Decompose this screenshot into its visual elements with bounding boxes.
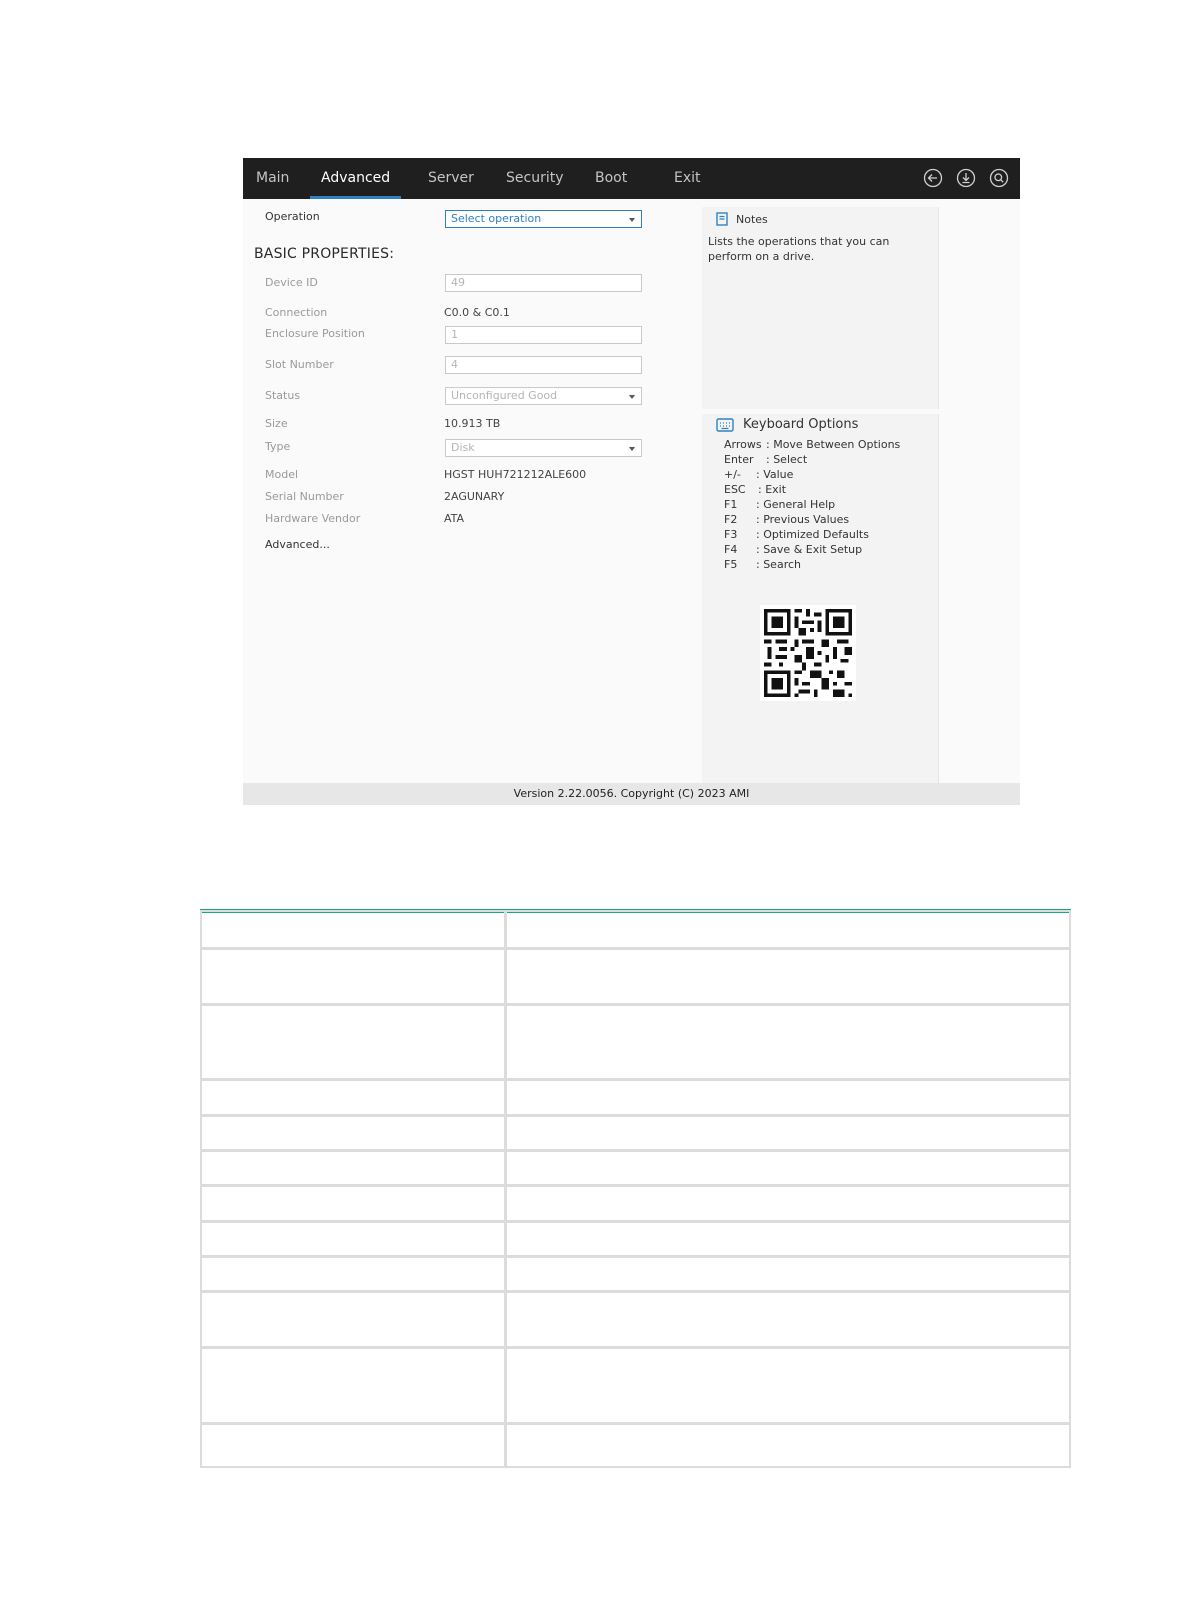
version-footer: Version 2.22.0056. Copyright (C) 2023 AMI bbox=[243, 783, 1020, 805]
notes-panel bbox=[702, 207, 939, 409]
keyboard-option-key: +/- bbox=[724, 468, 741, 481]
tab-advanced-label: Advanced bbox=[321, 170, 391, 186]
table-row bbox=[202, 1081, 1069, 1117]
top-nav-bar bbox=[243, 158, 1020, 199]
operation-select-value: Select operation bbox=[451, 212, 542, 225]
keyboard-option-key: F1 bbox=[724, 498, 738, 511]
enclosure-position-label: Enclosure Position bbox=[265, 327, 365, 340]
type-label: Type bbox=[265, 440, 291, 453]
search-icon[interactable] bbox=[989, 168, 1009, 188]
status-label: Status bbox=[265, 389, 301, 402]
keyboard-option-desc: : General Help bbox=[756, 498, 836, 511]
device-id-field: 49 bbox=[445, 274, 642, 292]
table-row bbox=[202, 914, 1069, 950]
notes-icon bbox=[716, 212, 728, 226]
table-row bbox=[202, 950, 1069, 1006]
type-select-value: Disk bbox=[451, 441, 475, 454]
connection-label: Connection bbox=[265, 306, 328, 319]
type-select bbox=[445, 439, 642, 457]
tab-server[interactable]: Server bbox=[428, 170, 474, 186]
qr-code-icon bbox=[760, 605, 856, 701]
enclosure-position-field: 1 bbox=[445, 326, 642, 344]
serial-number-label: Serial Number bbox=[265, 490, 344, 503]
tab-boot[interactable]: Boot bbox=[595, 170, 628, 186]
table-row bbox=[202, 1223, 1069, 1258]
model-label: Model bbox=[265, 468, 299, 481]
operation-select[interactable] bbox=[445, 210, 642, 228]
table-row bbox=[202, 1293, 1069, 1349]
hardware-vendor-label: Hardware Vendor bbox=[265, 512, 361, 525]
keyboard-option-desc: : Optimized Defaults bbox=[756, 528, 869, 541]
slot-number-field: 4 bbox=[445, 356, 642, 374]
basic-properties-title: BASIC PROPERTIES: bbox=[254, 246, 395, 262]
table-row bbox=[202, 1349, 1069, 1425]
table-row bbox=[202, 1187, 1069, 1223]
back-arrow-icon[interactable] bbox=[923, 168, 943, 188]
keyboard-option-desc: : Save & Exit Setup bbox=[756, 543, 863, 556]
keyboard-option-key: F4 bbox=[724, 543, 738, 556]
keyboard-option-key: Arrows bbox=[724, 438, 762, 451]
size-label: Size bbox=[265, 417, 288, 430]
model-value: HGST HUH721212ALE600 bbox=[444, 468, 587, 481]
main-content bbox=[243, 199, 1020, 797]
download-icon[interactable] bbox=[956, 168, 976, 188]
status-select-value: Unconfigured Good bbox=[451, 389, 558, 402]
connection-value: C0.0 & C0.1 bbox=[444, 306, 510, 319]
slot-number-label: Slot Number bbox=[265, 358, 334, 371]
size-value: 10.913 TB bbox=[444, 417, 501, 430]
keyboard-option-key: Enter bbox=[724, 453, 754, 466]
keyboard-option-desc: : Move Between Options bbox=[766, 438, 901, 451]
tab-main[interactable]: Main bbox=[256, 170, 290, 186]
advanced-link[interactable]: Advanced... bbox=[265, 538, 330, 551]
keyboard-option-key: F5 bbox=[724, 558, 738, 571]
keyboard-icon bbox=[716, 418, 734, 432]
chevron-down-icon bbox=[629, 218, 635, 222]
keyboard-option-desc: : Exit bbox=[758, 483, 787, 496]
chevron-down-icon bbox=[629, 447, 635, 451]
keyboard-option-key: F3 bbox=[724, 528, 738, 541]
device-id-label: Device ID bbox=[265, 276, 318, 289]
keyboard-options-panel bbox=[702, 414, 939, 787]
notes-title: Notes bbox=[736, 213, 768, 226]
notes-text: Lists the operations that you can perform on a drive. bbox=[708, 235, 890, 263]
chevron-down-icon bbox=[629, 395, 635, 399]
tab-advanced[interactable] bbox=[310, 158, 401, 199]
operation-label: Operation bbox=[265, 210, 320, 223]
status-select bbox=[445, 387, 642, 405]
keyboard-option-key: ESC bbox=[724, 483, 746, 496]
table-row bbox=[202, 1006, 1069, 1081]
tab-security[interactable]: Security bbox=[506, 170, 564, 186]
keyboard-option-key: F2 bbox=[724, 513, 738, 526]
table-row bbox=[202, 1117, 1069, 1152]
keyboard-option-desc: : Previous Values bbox=[756, 513, 850, 526]
parameter-table bbox=[200, 910, 1071, 1468]
table-row bbox=[202, 1152, 1069, 1187]
keyboard-option-desc: : Search bbox=[756, 558, 801, 571]
serial-number-value: 2AGUNARY bbox=[444, 490, 505, 503]
hardware-vendor-value: ATA bbox=[444, 512, 465, 525]
keyboard-option-desc: : Value bbox=[756, 468, 794, 481]
keyboard-options-title: Keyboard Options bbox=[743, 417, 859, 432]
table-row bbox=[202, 1258, 1069, 1293]
bios-setup-window bbox=[243, 158, 1020, 805]
keyboard-option-desc: : Select bbox=[766, 453, 808, 466]
tab-exit[interactable]: Exit bbox=[674, 170, 701, 186]
